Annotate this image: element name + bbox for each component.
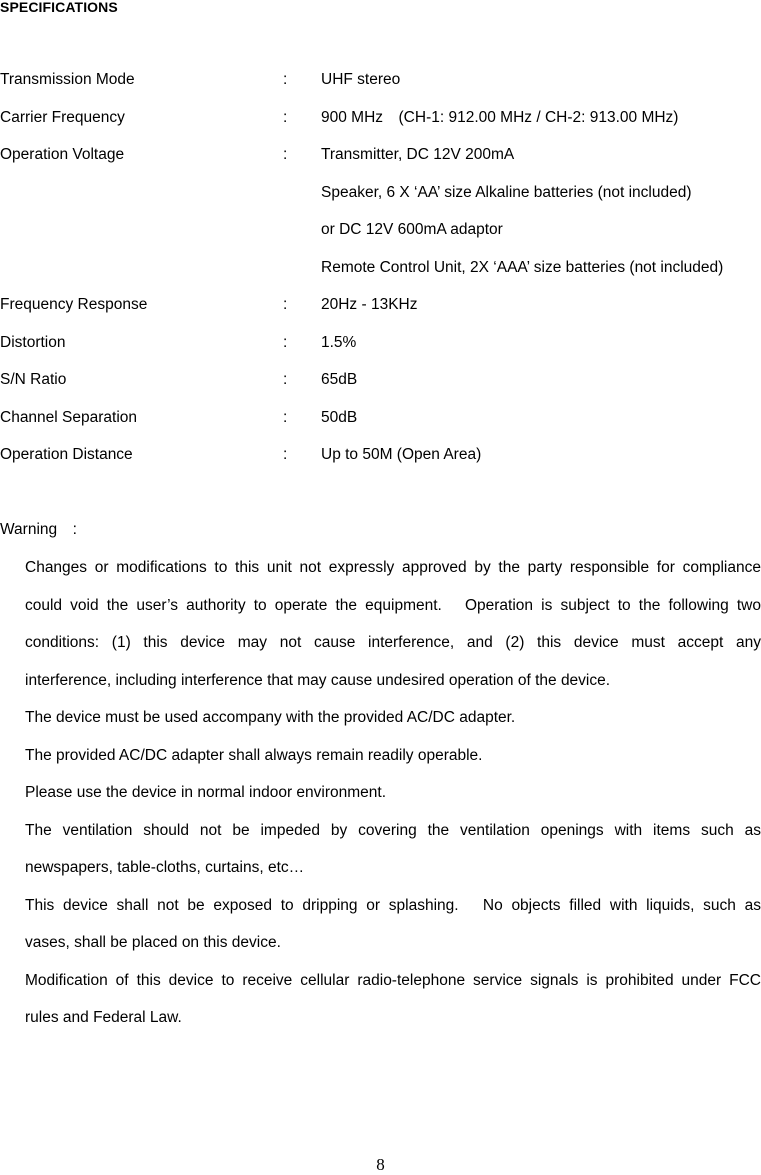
- specifications-heading: SPECIFICATIONS: [0, 0, 118, 15]
- spec-value: or DC 12V 600mA adaptor: [321, 221, 503, 238]
- warning-line: newspapers, table-cloths, curtains, etc…: [25, 859, 305, 876]
- warning-line: The provided AC/DC adapter shall always remain readily operable.: [25, 746, 483, 764]
- spec-value: 1.5%: [321, 334, 357, 351]
- spec-value: Transmitter, DC 12V 200mA: [321, 146, 515, 163]
- spec-value: Remote Control Unit, 2X ‘AAA’ size batteries (not included): [321, 259, 724, 276]
- warning-line: The ventilation should not be impeded by covering the ventilation openings with items such as: [25, 821, 761, 839]
- warning-line: Modification of this device to receive cellular radio-telephone service signals is prohibited under FCC: [25, 971, 761, 989]
- spec-value: UHF stereo: [321, 71, 401, 88]
- spec-row-channel-separation: [0, 408, 761, 428]
- spec-row-carrier-frequency: [0, 108, 761, 128]
- spec-row-distortion: [0, 333, 761, 353]
- spec-label: S/N Ratio: [0, 371, 67, 388]
- page-number: 8: [376, 1155, 385, 1174]
- spec-value: 900 MHz (CH-1: 912.00 MHz / CH-2: 913.00 MHz): [321, 109, 679, 126]
- spec-colon: :: [283, 334, 288, 351]
- spec-label: Frequency Response: [0, 296, 148, 313]
- spec-colon: :: [283, 109, 288, 126]
- warning-line: Please use the device in normal indoor environment.: [25, 784, 387, 801]
- warning-body: [25, 558, 761, 1046]
- spec-label: Operation Voltage: [0, 146, 125, 163]
- warning-line: vases, shall be placed on this device.: [25, 934, 281, 951]
- warning-line: could void the user’s authority to operate the equipment. Operation is subject to the following two: [25, 596, 761, 614]
- spec-label: Distortion: [0, 334, 66, 351]
- spec-label: Operation Distance: [0, 446, 133, 463]
- spec-row-operation-voltage: [0, 145, 761, 165]
- warning-line: Changes or modifications to this unit not expressly approved by the party responsible for compliance: [25, 559, 761, 576]
- spec-label: Carrier Frequency: [0, 109, 125, 126]
- spec-label: Channel Separation: [0, 409, 138, 426]
- spec-row-operation-distance: [0, 445, 761, 465]
- spec-colon: :: [283, 371, 288, 388]
- warning-line: This device shall not be exposed to dripping or splashing. No objects filled with liquids, such as: [25, 896, 761, 914]
- spec-row-voltage-adaptor: [0, 220, 761, 240]
- spec-colon: :: [283, 409, 288, 426]
- spec-value: 20Hz - 13KHz: [321, 296, 418, 313]
- spec-value: Speaker, 6 X ‘AA’ size Alkaline batteries (not included): [321, 184, 692, 201]
- spec-value: 50dB: [321, 409, 358, 426]
- spec-value: Up to 50M (Open Area): [321, 446, 482, 463]
- warning-line: interference, including interference that may cause undesired operation of the device.: [25, 671, 611, 689]
- spec-row-transmission-mode: [0, 70, 761, 90]
- spec-value: 65dB: [321, 371, 358, 388]
- spec-colon: :: [283, 296, 288, 313]
- spec-row-frequency-response: [0, 295, 761, 315]
- spec-row-voltage-speaker: [0, 183, 761, 203]
- warning-title: Warning :: [0, 521, 77, 538]
- spec-colon: :: [283, 446, 288, 463]
- warning-line: The device must be used accompany with the provided AC/DC adapter.: [25, 709, 516, 726]
- spec-colon: :: [283, 146, 288, 163]
- warning-line: rules and Federal Law.: [25, 1009, 182, 1026]
- spec-colon: :: [283, 71, 288, 88]
- spec-row-sn-ratio: [0, 370, 761, 390]
- spec-label: Transmission Mode: [0, 71, 135, 88]
- warning-line: conditions: (1) this device may not cause interference, and (2) this device must accept any: [25, 634, 761, 651]
- spec-row-voltage-remote: [0, 258, 761, 278]
